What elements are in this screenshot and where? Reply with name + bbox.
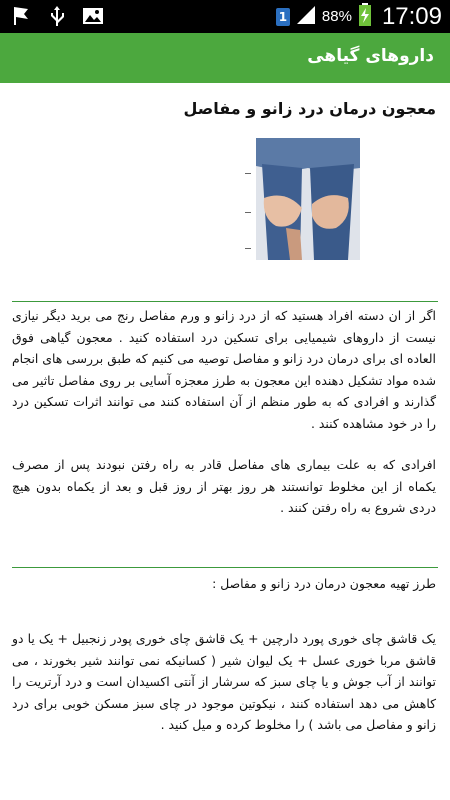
image-caption-dash [245,248,251,249]
recipe-heading: طرز تهیه معجون درمان درد زانو و مفاصل : [212,576,436,591]
article-paragraph-benefits: افرادی که به علت بیماری های مفاصل قادر به راه رفتن نبودند پس از مصرف یکماه از این مخلوط توانستند هر روز بهتر از روز قبل و بعد از یکماه بدون هیچ دردی شروع به راه رفتن کنند . [12,457,436,515]
system-status [276,0,442,33]
sim-icon: 1 [276,8,290,26]
app-title: داروهای گیاهی [307,46,434,66]
recipe-paragraph: یک قاشق چای خوری پورد دارچین + یک قاشق چای خوری پودر زنجبیل + یک یا دو قاشق مربا خوری عسل + یک لیوان شیر ( کسانیکه نمی توانند شیر بخورند ، می توانند از آب جوش و یا چای سبز که سرشار از آنتی اکسیدان است و درد آرتریت را کاهش می دهد استفاده کنند ، نیکوتین موجود در چای سبز مسکن خوبی برای درد زانو و مفاصل می باشد ) را مخلوط کرده و میل کنید . [12,631,436,732]
battery-percent: 88% [321,8,352,25]
app-bar [0,33,450,83]
knee-pain-image [256,138,360,260]
image-caption-dash [245,212,251,213]
usb-icon [46,5,68,27]
section-divider [12,301,438,302]
notification-icons [10,5,104,27]
clock: 17:09 [381,2,442,30]
article-paragraph-intro: اگر از ان دسته افراد هستید که از درد زانو و ورم مفاصل رنج می برید دیگر نیازی نیست از داروهای شیمیایی برای تسکین درد استفاده کنید . معجون گیاهی فوق العاده ای برای درمان درد زانو و مفاصل توصیه می کنیم که طبق بررسی های انجام شده مواد تشکیل دهنده این معجون به طرز معجزه آسایی بر روی مفاصل تاثیر می گذارند و افرادی که به طور منظم از آن استفاده کنند می توانند اثرات تسکین درد را در خود مشاهده کنند . [12,308,436,431]
article-content[interactable] [0,83,450,800]
image-caption-dash [245,173,251,174]
status-bar [0,0,450,33]
article-title: معجون درمان درد زانو و مفاصل [183,99,436,118]
image-icon [82,5,104,27]
section-divider [12,567,438,568]
signal-icon [296,5,316,29]
flag-icon [10,5,32,27]
battery-charging-icon [358,3,372,31]
